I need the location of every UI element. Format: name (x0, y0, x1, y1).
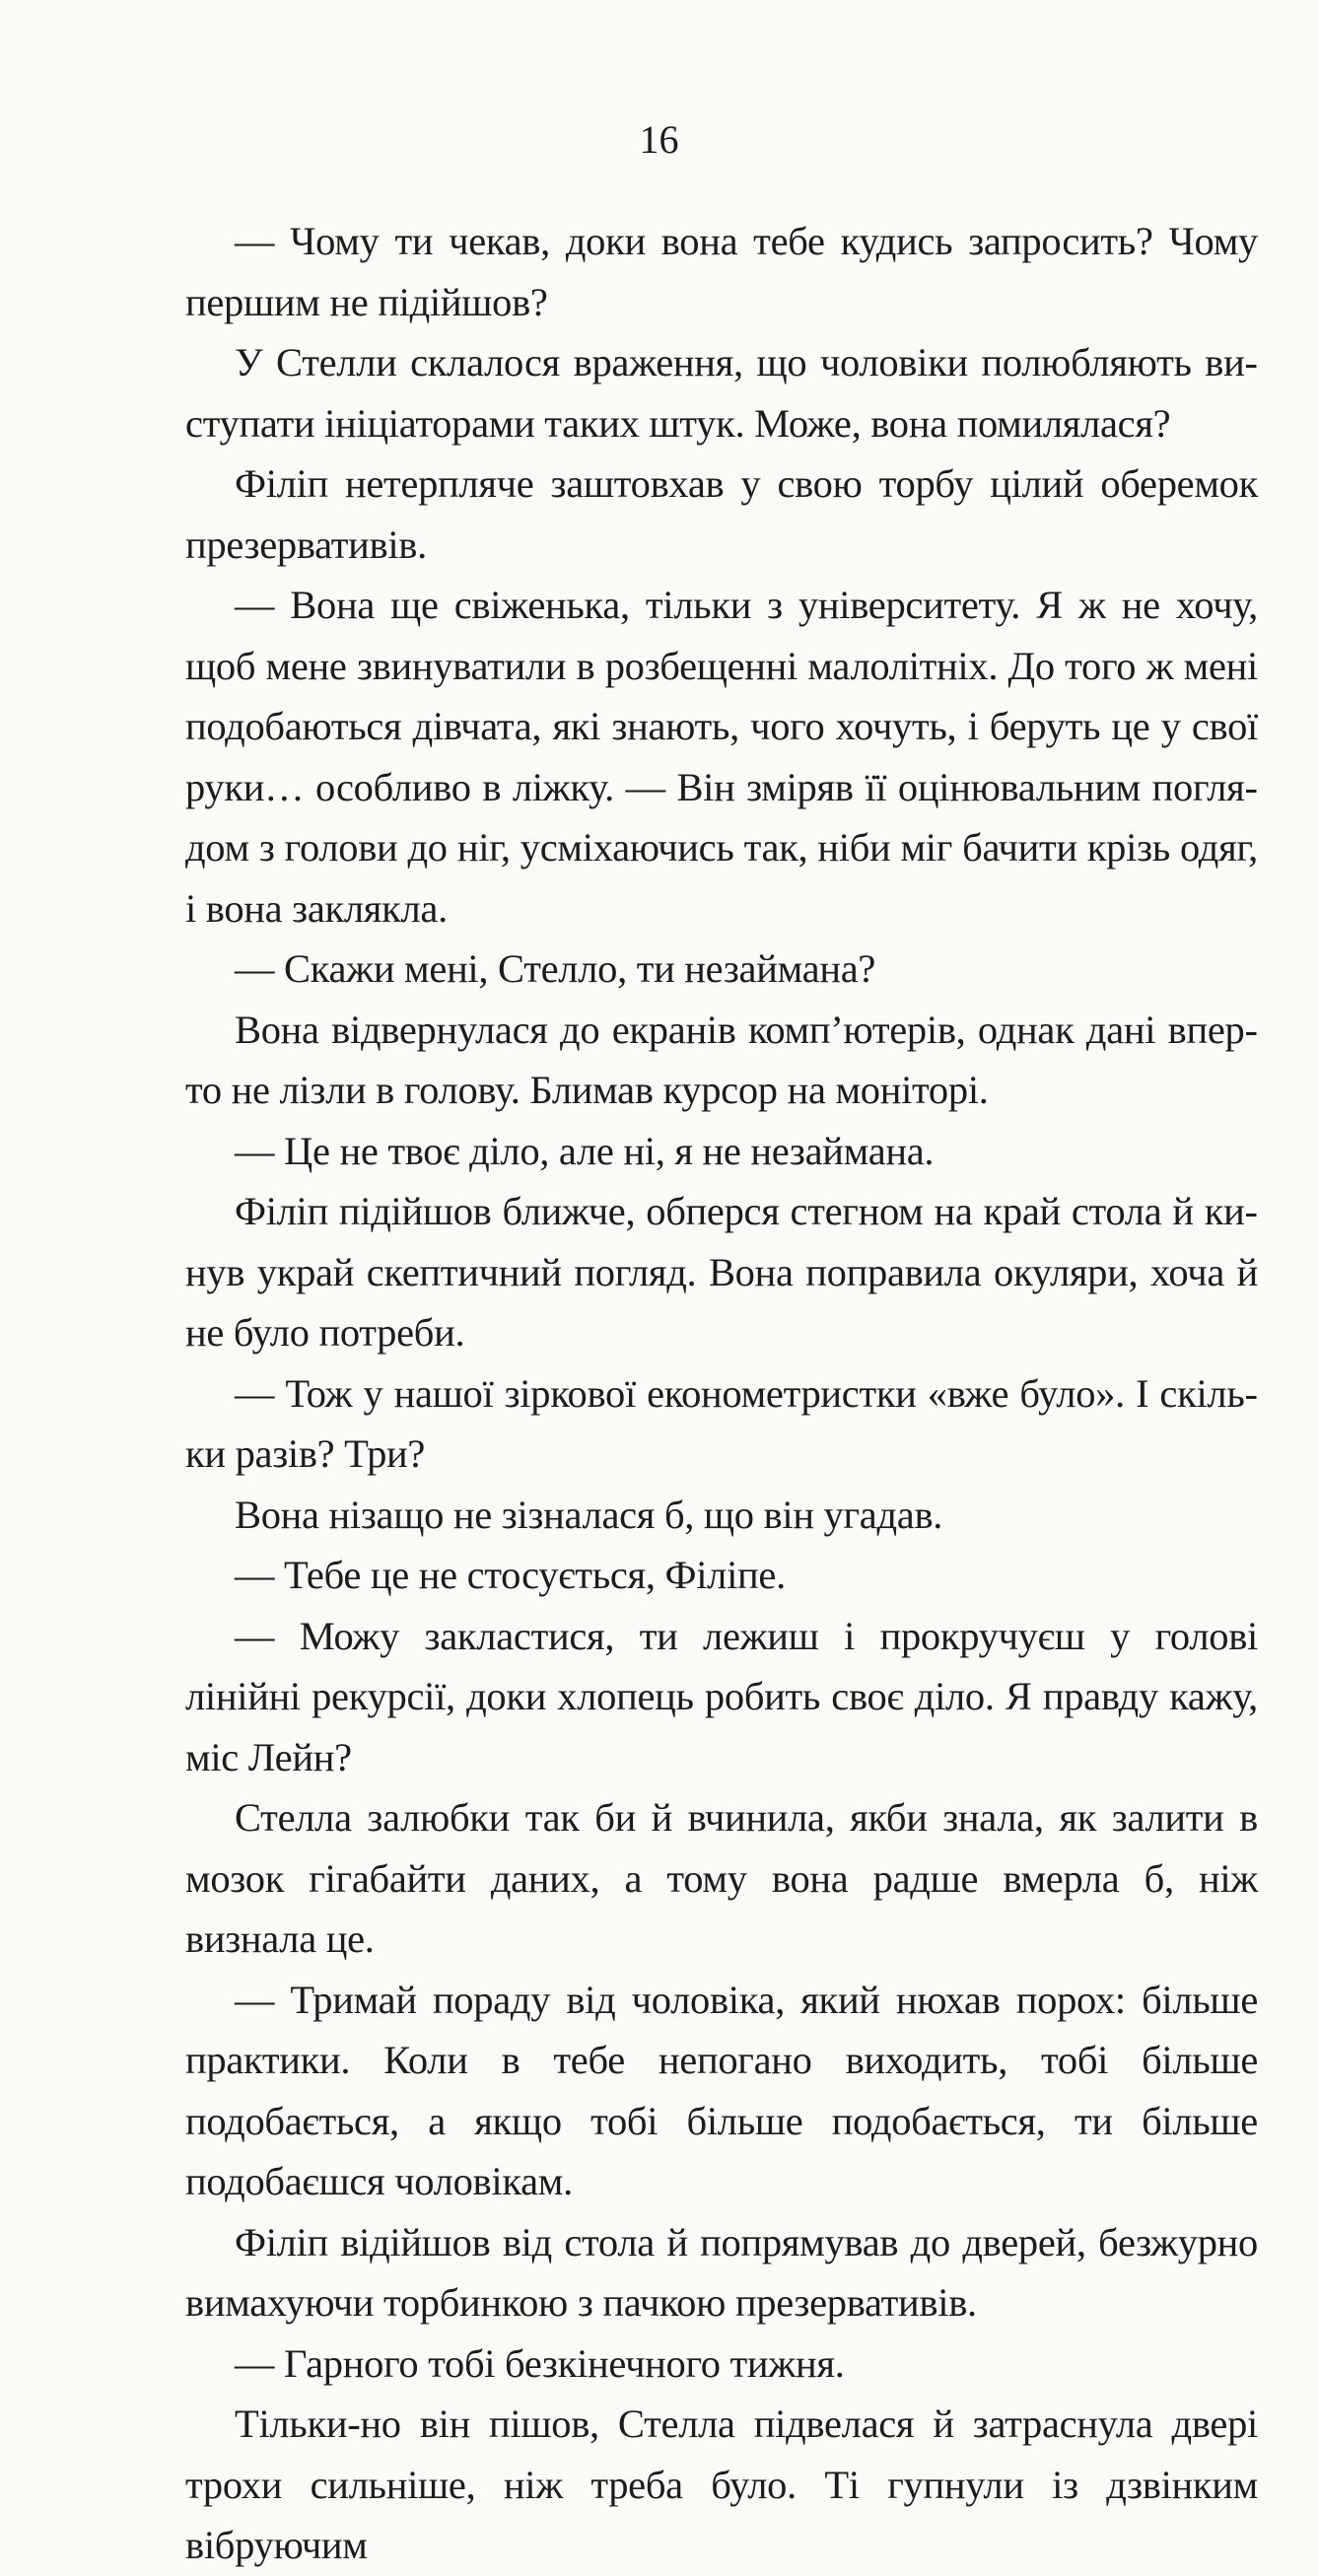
paragraph: — Тримай пораду від чоловіка, який нюхав порох: більше практики. Коли в тебе непогано виходить, тобі більше подобається, а якщо тобі більше подобається, ти більше подобаєшся чоловікам. (185, 1977, 1258, 2203)
body-text (185, 211, 1258, 2576)
paragraph: — Чому ти чекав, доки вона тебе кудись запросить? Чому першим не підійшов? (185, 219, 1258, 324)
paragraph: Філіп нетерпляче заштовхав у свою торбу цілий оберемок презервативів. (185, 461, 1258, 567)
paragraph: Тільки-но він пішов, Стелла підвелася й затраснула двері трохи сильніше, ніж треба було. Ті гупнули із дзвінким вібруючим (185, 2402, 1258, 2567)
paragraph: Стелла залюбки так би й вчинила, якби знала, як залити в мозок гігабайти даних, а тому вона радше вмерла б, ніж визнала це. (185, 1795, 1258, 1961)
paragraph: Вона відвернулася до екранів комп’ютерів, однак дані вперто не лізли в голову. Блимав курсор на моніторі. (185, 1007, 1258, 1112)
paragraph: — Це не твоє діло, але ні, я не незаймана. (235, 1128, 935, 1173)
paragraph: — Можу закластися, ти лежиш і прокручуєш у голові лінійні рекурсії, доки хлопець робить своє діло. Я правду кажу, міс Лейн? (185, 1613, 1258, 1779)
paragraph: — Тож у нашої зіркової економетристки «вже було». І скільки разів? Три? (185, 1370, 1258, 1476)
paragraph: — Гарного тобі безкінечного тижня. (235, 2340, 845, 2386)
paragraph: — Тебе це не стосується, Філіпе. (235, 1553, 786, 1597)
page-number: 16 (639, 117, 679, 162)
paragraph: У Стелли склалося враження, що чоловіки полюбляють виступати ініціаторами таких штук. Може, вона помилялася? (185, 340, 1258, 446)
paragraph: Вона нізащо не зізналася б, що він угадав. (235, 1492, 943, 1537)
paragraph: Філіп відійшов від стола й попрямував до дверей, безжурно вимахуючи торбинкою з пачкою презервативів. (185, 2219, 1258, 2325)
paragraph: Філіп підійшов ближче, обперся стегном на край стола й кинув украй скептичний погляд. Вона поправила окуляри, хоча й не було потреби. (185, 1189, 1258, 1355)
paragraph: — Вона ще свіженька, тільки з університету. Я ж не хочу, щоб мене звинуватили в розбещенні малолітніх. До того ж мені подобаються дівчата, які знають, чого хочуть, і беруть це у свої руки… особливо в ліжку. — Він зміряв її оцінювальним поглядом з голови до ніг, усміхаючись так, ніби міг бачити крізь одяг, і вона заклякла. (185, 583, 1258, 931)
paragraph: — Скажи мені, Стелло, ти незаймана? (235, 946, 876, 991)
